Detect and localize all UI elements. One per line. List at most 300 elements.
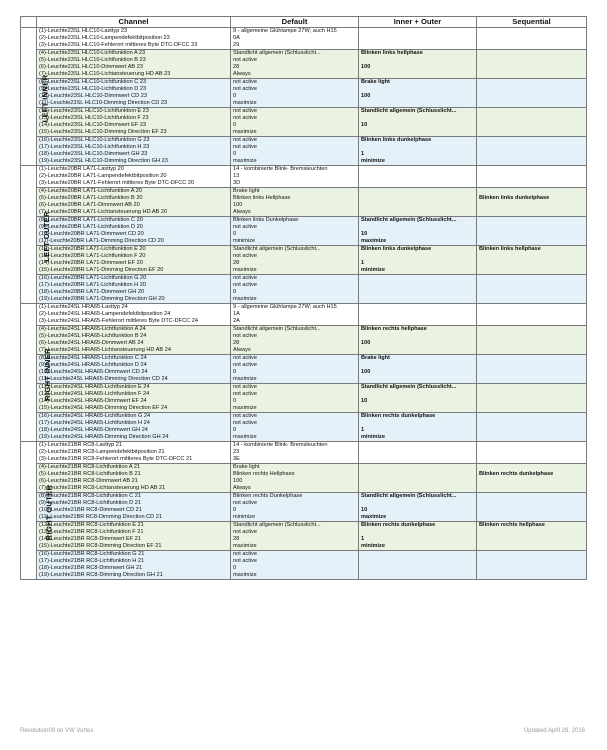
cell-line: Blinken links dunkelphase [361,137,432,143]
cell-line: 0 [233,507,237,513]
cell-line: (2)-Leuchte21BR RC8-Lampendefektbitposition 21 [39,449,165,455]
cell-line: maximize [233,543,257,549]
cell-line: (9)-Leuchte23SL HLC10-Lichtfunktion D 23 [39,86,147,92]
cell-line [361,275,474,282]
col-inner-outer [359,355,477,384]
table-row [21,28,587,50]
cell-line: maximize [233,158,257,164]
cell-line: minimize [361,543,385,549]
cell-line [361,173,474,180]
cell-line [479,376,584,383]
cell-line [361,572,474,579]
cell-line: not active [233,57,257,63]
cell-line [479,115,584,122]
col-sequential [477,464,587,493]
cell-line [479,551,584,558]
cell-line: Standlicht allgemein (Schlusslicht... [361,217,457,223]
cell-line: 0 [233,93,237,99]
cell-line: Blinken rechts Dunkelphase [233,493,303,499]
cell-line: Brake light [361,79,390,85]
cell-line [479,238,584,245]
cell-line: 13 [233,173,240,179]
col-default [231,413,359,442]
cell-line [479,253,584,260]
cell-line [479,362,584,369]
col-inner-outer [359,384,477,413]
cell-line [479,28,584,35]
cell-line [361,209,474,216]
section-label-cell [21,442,54,580]
table-row [21,217,587,246]
col-default [231,28,359,50]
table-row [21,493,587,522]
cell-line: (10)-Leuchte21BR RC8-Dimmwert CD 21 [39,507,142,513]
cell-line [361,180,474,187]
cell-line [479,50,584,57]
cell-line: (9)-Leuchte20BR LA71-Lichtfunktion D 20 [39,224,143,230]
col-sequential [477,217,587,246]
col-channel [37,413,231,442]
col-inner-outer [359,28,477,50]
col-inner-outer [359,493,477,522]
cell-line: not active [233,551,257,557]
cell-line [479,151,584,158]
col-default [231,79,359,108]
cell-line: (11)-Leuchte23SL HLC10-Dimming Direction CD 23 [39,100,168,106]
col-default [231,108,359,137]
cell-line [479,79,584,86]
cell-line [361,456,474,463]
cell-line: not active [233,137,257,143]
cell-line: (4)-Leuchte20BR LA71-Lichtfunktion A 20 [39,188,142,194]
cell-line: 2A [233,318,240,324]
cell-line: 10 [361,507,368,513]
cell-line: (17)-Leuchte20BR LA71-Lichtfunktion H 20 [39,282,146,288]
cell-line [479,173,584,180]
cell-line [479,427,584,434]
cell-line: (7)-Leuchte20BR LA71-Lichtansteuerung HD AB 20 [39,209,168,215]
cell-line: (16)-Leuchte23SL HLC10-Lichtfunktion G 23 [39,137,150,143]
cell-line [361,35,474,42]
cell-line: Standlicht allgemein (Schlusslicht... [361,493,457,499]
cell-line: Brake light [233,464,260,470]
cell-line: not active [233,79,257,85]
section-title: LEFT OUTER [41,210,51,262]
cell-line: (6)-Leuchte20BR LA71-Dimmwert AB 20 [39,202,140,208]
cell-line: not active [233,558,257,564]
cell-line [361,420,474,427]
cell-line: (5)-Leuchte24SL HRA65-Lichtfunktion B 24 [39,333,147,339]
cell-line: 3E [233,456,240,462]
cell-line: maximize [233,267,257,273]
header-sequential: Sequential [477,17,587,28]
col-sequential [477,275,587,304]
cell-line [479,333,584,340]
table-row [21,551,587,580]
cell-line: 10 [361,122,368,128]
cell-line: (17)-Leuchte21BR RC8-Lichtfunktion H 21 [39,558,145,564]
footer-author: Revolution09 on VW Vortex [20,728,94,734]
cell-line: Blinken rechts dunkelphase [361,413,436,419]
cell-line: 29 [233,42,240,48]
section-title: RIGHT OUTER [44,484,54,540]
cell-line [361,565,474,572]
corner-cell [21,17,37,28]
cell-line: maximize [233,129,257,135]
col-inner-outer [359,304,477,326]
cell-line: 23 [233,449,240,455]
cell-line [479,529,584,536]
table-row [21,464,587,493]
col-inner-outer [359,166,477,188]
cell-line [361,464,474,471]
cell-line: (19)-Leuchte24SL HRA65-Dimming Direction GH 24 [39,434,169,440]
cell-line [479,318,584,325]
cell-line: maximize [233,296,257,302]
cell-line: (2)-Leuchte20BR LA71-Lampendefektbitposition 20 [39,173,167,179]
cell-line: (7)-Leuchte23SL HLC10-Lichtansteuerung HD AB 23 [39,71,171,77]
cell-line [361,471,474,478]
cell-line: (9)-Leuchte24SL HRA65-Lichtfunktion D 24 [39,362,147,368]
cell-line [479,413,584,420]
cell-line: 0 [233,289,237,295]
cell-line: maximize [361,238,387,244]
cell-line: 28 [233,260,240,266]
cell-line [361,100,474,107]
cell-line [479,442,584,449]
cell-line: 3D [233,180,241,186]
col-sequential [477,79,587,108]
col-sequential [477,413,587,442]
cell-line: not active [233,282,257,288]
cell-line [479,166,584,173]
cell-line: (2)-Leuchte24SL HRA65-Lampendefektbitposition 24 [39,311,171,317]
col-inner-outer [359,50,477,79]
cell-line [479,405,584,412]
table-row [21,522,587,551]
cell-line [479,464,584,471]
cell-line: 28 [233,64,240,70]
cell-line [361,289,474,296]
cell-line: Standlicht allgemein (Schlusslicht... [233,50,321,56]
cell-line [479,231,584,238]
cell-line: (18)-Leuchte21BR RC8-Dimmwert GH 21 [39,565,143,571]
cell-line [361,405,474,412]
cell-line: 0 [233,122,237,128]
col-sequential [477,246,587,275]
cell-line: (7)-Leuchte24SL HRA65-Lichtansteuerung HD AB 24 [39,347,171,353]
col-default [231,384,359,413]
cell-line [361,391,474,398]
table-row [21,246,587,275]
cell-line: maximize [233,376,257,382]
cell-line: not active [233,115,257,121]
cell-line: (3)-Leuchte20BR LA71-Fehlerort mittleres Byte DTC-DFCC 20 [39,180,195,186]
cell-line [479,108,584,115]
cell-line: (15)-Leuchte21BR RC8-Dimming Direction EF 21 [39,543,162,549]
cell-line: 10 [361,231,368,237]
cell-line: (4)-Leuchte23SL HLC10-Lichtfunktion A 23 [39,50,146,56]
cell-line: (13)-Leuchte20BR LA71-Lichtfunktion F 20 [39,253,146,259]
cell-line [479,71,584,78]
cell-line: not active [233,413,257,419]
col-default [231,304,359,326]
col-sequential [477,50,587,79]
cell-line: (15)-Leuchte24SL HRA65-Dimming Direction EF 24 [39,405,168,411]
cell-line: (13)-Leuchte24SL HRA65-Lichtfunktion F 24 [39,391,150,397]
col-channel [37,108,231,137]
col-channel [37,79,231,108]
cell-line: 9 - allgemeine Glühlampe 27W; auch H15 [233,304,337,310]
cell-line: (11)-Leuchte20BR LA71-Dimming Direction CD 20 [39,238,164,244]
cell-line: 14 - kombinierte Blink- Bremsleuchten [233,166,328,172]
cell-line [479,543,584,550]
col-channel [37,188,231,217]
table-row [21,442,587,464]
col-inner-outer [359,326,477,355]
cell-line: (5)-Leuchte21BR RC8-Lichtfunktion B 21 [39,471,141,477]
cell-line [361,333,474,340]
cell-line [361,551,474,558]
cell-line [479,326,584,333]
col-channel [37,50,231,79]
col-inner-outer [359,108,477,137]
cell-line: (13)-Leuchte21BR RC8-Lichtfunktion F 21 [39,529,144,535]
col-sequential [477,166,587,188]
cell-line [479,311,584,318]
cell-line [479,536,584,543]
cell-line: (6)-Leuchte24SL HRA65-Dimmwert AB 24 [39,340,144,346]
cell-line: (14)-Leuchte21BR RC8-Dimmwert EF 21 [39,536,141,542]
col-channel [37,464,231,493]
cell-line [479,398,584,405]
cell-line: not active [233,224,257,230]
col-default [231,246,359,275]
cell-line [479,355,584,362]
cell-line [479,456,584,463]
cell-line: Always [233,209,251,215]
col-inner-outer [359,413,477,442]
cell-line: 0 [233,565,237,571]
cell-line [479,347,584,354]
cell-line: not active [233,355,257,361]
col-channel [37,246,231,275]
cell-line: (15)-Leuchte23SL HLC10-Dimming Direction EF 23 [39,129,167,135]
cell-line: (19)-Leuchte21BR RC8-Dimming Direction GH 21 [39,572,163,578]
cell-line: (5)-Leuchte23SL HLC10-Lichtfunktion B 23 [39,57,146,63]
cell-line [479,202,584,209]
col-channel [37,217,231,246]
cell-line [479,304,584,311]
cell-line: maximize [233,434,257,440]
table-row [21,304,587,326]
cell-line: (9)-Leuchte21BR RC8-Lichtfunktion D 21 [39,500,141,506]
col-channel [37,442,231,464]
cell-line: 0 [233,231,237,237]
footer-updated: Updated April 28, 2016 [523,728,585,734]
header-row [21,17,587,28]
cell-line [479,391,584,398]
cell-line: Standlicht allgemein (Schlusslicht... [233,246,321,252]
cell-line: 0 [233,398,237,404]
cell-line: maximize [233,572,257,578]
table-row [21,166,587,188]
cell-line: (1)-Leuchte24SL HRA65-Lasttyp 24 [39,304,128,310]
cell-line [361,529,474,536]
cell-line: Brake light [233,188,260,194]
col-default [231,493,359,522]
col-default [231,464,359,493]
cell-line [361,500,474,507]
cell-line: minimize [233,238,256,244]
cell-line [479,35,584,42]
cell-line: (1)-Leuchte21BR RC8-Lasttyp 21 [39,442,123,448]
cell-line: (14)-Leuchte24SL HRA65-Dimmwert EF 24 [39,398,147,404]
cell-line [479,275,584,282]
table-row [21,413,587,442]
cell-line [479,42,584,49]
document [20,16,586,580]
cell-line [479,122,584,129]
cell-line [361,195,474,202]
cell-line [479,558,584,565]
cell-line [479,224,584,231]
cell-line [361,115,474,122]
table-row [21,355,587,384]
cell-line: (5)-Leuchte20BR LA71-Lichtfunktion B 20 [39,195,143,201]
cell-line [361,311,474,318]
col-default [231,188,359,217]
cell-line [479,507,584,514]
cell-line: Blinken rechts dunkelphase [361,522,436,528]
col-sequential [477,137,587,166]
col-channel [37,137,231,166]
cell-line: Always [233,485,251,491]
cell-line: not active [233,362,257,368]
cell-line [361,253,474,260]
cell-line: minimize [361,158,385,164]
cell-line: (15)-Leuchte20BR LA71-Dimming Direction EF 20 [39,267,164,273]
cell-line: (18)-Leuchte23SL HLC10-Dimmwert GH 23 [39,151,148,157]
col-inner-outer [359,137,477,166]
table-row [21,326,587,355]
cell-line: minimize [233,514,256,520]
cell-line: not active [233,108,257,114]
col-default [231,522,359,551]
cell-line: Standlicht allgemein (Schlusslicht... [361,384,457,390]
table-row [21,384,587,413]
cell-line: 1 [361,536,365,542]
cell-line [361,282,474,289]
cell-line: (10)-Leuchte20BR LA71-Dimmwert CD 20 [39,231,144,237]
col-default [231,326,359,355]
cell-line [479,478,584,485]
cell-line: Blinken rechts dunkelphase [479,471,554,477]
table-body [21,28,587,580]
cell-line: 9 - allgemeine Glühlampe 27W; auch H15 [233,28,337,34]
cell-line: Blinken rechts hellphase [361,326,427,332]
cell-line [361,166,474,173]
cell-line [479,420,584,427]
cell-line: Always [233,71,251,77]
cell-line [479,493,584,500]
cell-line [479,137,584,144]
col-channel [37,384,231,413]
cell-line: 28 [233,340,240,346]
cell-line [361,362,474,369]
section-label-cell [21,304,52,442]
cell-line [361,129,474,136]
cell-line [479,572,584,579]
cell-line: Standlicht allgemein (Schlusslicht... [361,108,457,114]
cell-line: (3)-Leuchte24SL HRA65-Fehlerort mittleres Byte DTC-DFCC 24 [39,318,198,324]
cell-line: (3)-Leuchte21BR RC8-Fehlerort mittleres Byte DTC-DFCC 21 [39,456,193,462]
cell-line: (1)-Leuchte20BR LA71-Lasttyp 20 [39,166,124,172]
cell-line [479,180,584,187]
cell-line: (8)-Leuchte24SL HRA65-Lichtfunktion C 24 [39,355,147,361]
col-inner-outer [359,217,477,246]
cell-line [479,129,584,136]
cell-line: maximize [361,514,387,520]
cell-line: (19)-Leuchte23SL HLC10-Dimming Direction GH 23 [39,158,168,164]
cell-line: 0 [233,369,237,375]
table-row [21,188,587,217]
cell-line [479,86,584,93]
cell-line: (3)-Leuchte23SL HLC10-Fehlerort mittleres Byte DTC-DFCC 23 [39,42,198,48]
cell-line: (12)-Leuchte24SL HRA65-Lichtfunktion E 24 [39,384,150,390]
cell-line [479,267,584,274]
col-channel [37,166,231,188]
cell-line: Always [233,347,251,353]
col-default [231,442,359,464]
cell-line: (18)-Leuchte20BR LA71-Dimmwert GH 20 [39,289,145,295]
table-row [21,79,587,108]
cell-line [361,318,474,325]
cell-line: (8)-Leuchte20BR LA71-Lichtfunktion C 20 [39,217,143,223]
header-default: Default [231,17,359,28]
cell-line: 0A [233,35,240,41]
col-sequential [477,108,587,137]
cell-line: (17)-Leuchte23SL HLC10-Lichtfunktion H 23 [39,144,150,150]
cell-line: Blinken rechts hellphase [479,522,545,528]
cell-line [361,442,474,449]
cell-line [361,304,474,311]
cell-line [479,64,584,71]
cell-line: not active [233,391,257,397]
cell-line: not active [233,529,257,535]
cell-line [479,188,584,195]
cell-line [479,485,584,492]
col-inner-outer [359,188,477,217]
cell-line: (4)-Leuchte24SL HRA65-Lichtfunktion A 24 [39,326,146,332]
cell-line [361,57,474,64]
cell-line [479,144,584,151]
cell-line [479,340,584,347]
table-row [21,108,587,137]
cell-line: 100 [233,478,243,484]
cell-line [479,217,584,224]
cell-line: (13)-Leuchte23SL HLC10-Lichtfunktion F 23 [39,115,149,121]
cell-line [361,485,474,492]
cell-line [361,224,474,231]
cell-line: (16)-Leuchte21BR RC8-Lichtfunktion G 21 [39,551,145,557]
cell-line: (4)-Leuchte21BR RC8-Lichtfunktion A 21 [39,464,141,470]
cell-line: not active [233,253,257,259]
table-row [21,137,587,166]
section-title: LEFT INNER [40,74,50,122]
col-inner-outer [359,246,477,275]
cell-line [479,209,584,216]
